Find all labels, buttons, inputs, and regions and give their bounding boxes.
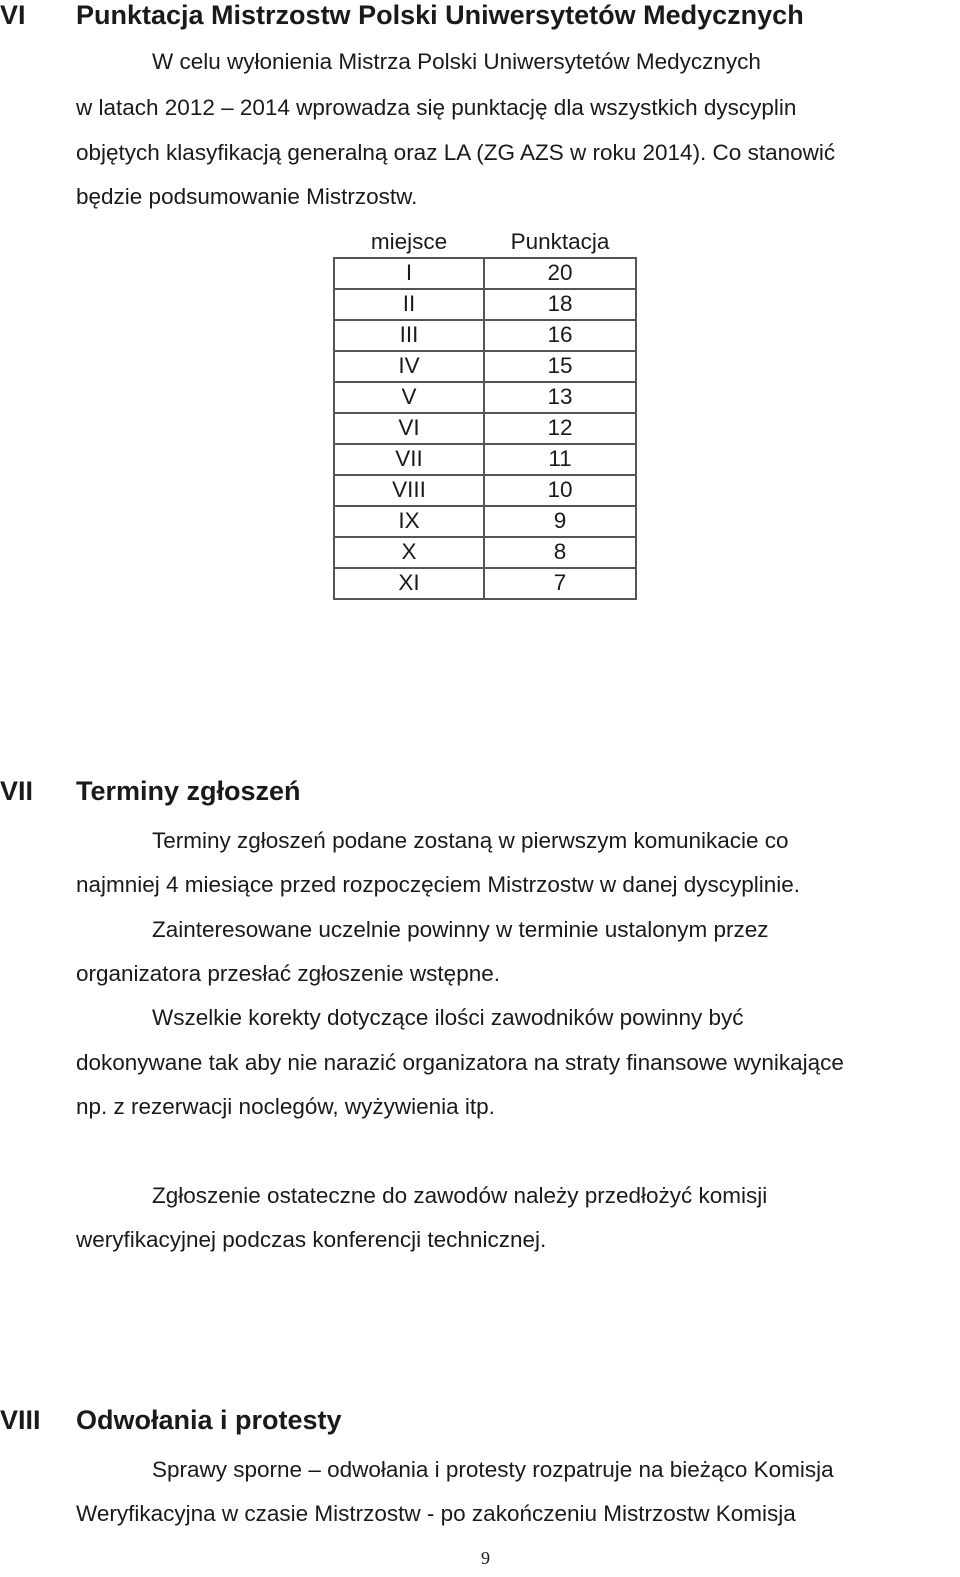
points-cell: 10 [484, 475, 636, 506]
table-row [334, 475, 636, 506]
points-cell: 16 [484, 320, 636, 351]
table-row [334, 320, 636, 351]
place-cell: IX [334, 506, 484, 537]
section-title: Odwołania i protesty [76, 1405, 342, 1435]
section-number: VIII [0, 1405, 41, 1435]
paragraph-line: Sprawy sporne – odwołania i protesty rozpatruje na bieżąco Komisja [152, 1457, 834, 1482]
points-cell: 8 [484, 537, 636, 568]
place-cell: X [334, 537, 484, 568]
place-cell: II [334, 289, 484, 320]
place-cell: VI [334, 413, 484, 444]
points-cell: 13 [484, 382, 636, 413]
section-title: Terminy zgłoszeń [76, 776, 301, 806]
table-row [334, 568, 636, 599]
paragraph-line: Terminy zgłoszeń podane zostaną w pierwszym komunikacie co [152, 828, 789, 853]
place-cell: V [334, 382, 484, 413]
paragraph-line: dokonywane tak aby nie narazić organizatora na straty finansowe wynikające [76, 1050, 844, 1075]
points-cell: 15 [484, 351, 636, 382]
paragraph-line: objętych klasyfikacją generalną oraz LA (ZG AZS w roku 2014). Co stanowić [76, 140, 836, 165]
points-cell: 18 [484, 289, 636, 320]
paragraph-line: Wszelkie korekty dotyczące ilości zawodników powinny być [152, 1005, 744, 1030]
place-cell: VII [334, 444, 484, 475]
table-row [334, 506, 636, 537]
paragraph-line: W celu wyłonienia Mistrza Polski Uniwersytetów Medycznych [152, 49, 761, 74]
place-cell: III [334, 320, 484, 351]
table-row [334, 382, 636, 413]
column-header-place: miejsce [370, 229, 448, 254]
table-row [334, 444, 636, 475]
section-number: VI [0, 0, 26, 30]
paragraph-line: Zainteresowane uczelnie powinny w terminie ustalonym przez [152, 917, 769, 942]
points-cell: 9 [484, 506, 636, 537]
column-header-points: Punktacja [510, 229, 610, 254]
paragraph-line: Zgłoszenie ostateczne do zawodów należy przedłożyć komisji [152, 1183, 768, 1208]
table-row [334, 289, 636, 320]
paragraph-line: w latach 2012 – 2014 wprowadza się punktację dla wszystkich dyscyplin [76, 95, 797, 120]
table-row [334, 351, 636, 382]
table-row [334, 537, 636, 568]
paragraph-line: organizatora przesłać zgłoszenie wstępne. [76, 961, 500, 986]
place-cell: VIII [334, 475, 484, 506]
paragraph-line: najmniej 4 miesiące przed rozpoczęciem Mistrzostw w danej dyscyplinie. [76, 872, 801, 897]
points-cell: 11 [484, 444, 636, 475]
table-header-row [334, 228, 636, 258]
section-number: VII [0, 776, 34, 806]
points-cell: 7 [484, 568, 636, 599]
place-cell: IV [334, 351, 484, 382]
points-cell: 12 [484, 413, 636, 444]
paragraph-line: np. z rezerwacji noclegów, wyżywienia itp. [76, 1094, 495, 1119]
place-cell: I [334, 258, 484, 289]
points-cell: 20 [484, 258, 636, 289]
section-title: Punktacja Mistrzostw Polski Uniwersytetów Medycznych [76, 0, 804, 30]
paragraph-line: weryfikacyjnej podczas konferencji technicznej. [76, 1227, 547, 1252]
paragraph-line: będzie podsumowanie Mistrzostw. [76, 184, 418, 209]
table-row [334, 413, 636, 444]
points-table [333, 228, 637, 600]
place-cell: XI [334, 568, 484, 599]
page-number: 9 [481, 1548, 490, 1568]
table-row [334, 258, 636, 289]
paragraph-line: Weryfikacyjna w czasie Mistrzostw - po zakończeniu Mistrzostw Komisja [76, 1501, 796, 1526]
